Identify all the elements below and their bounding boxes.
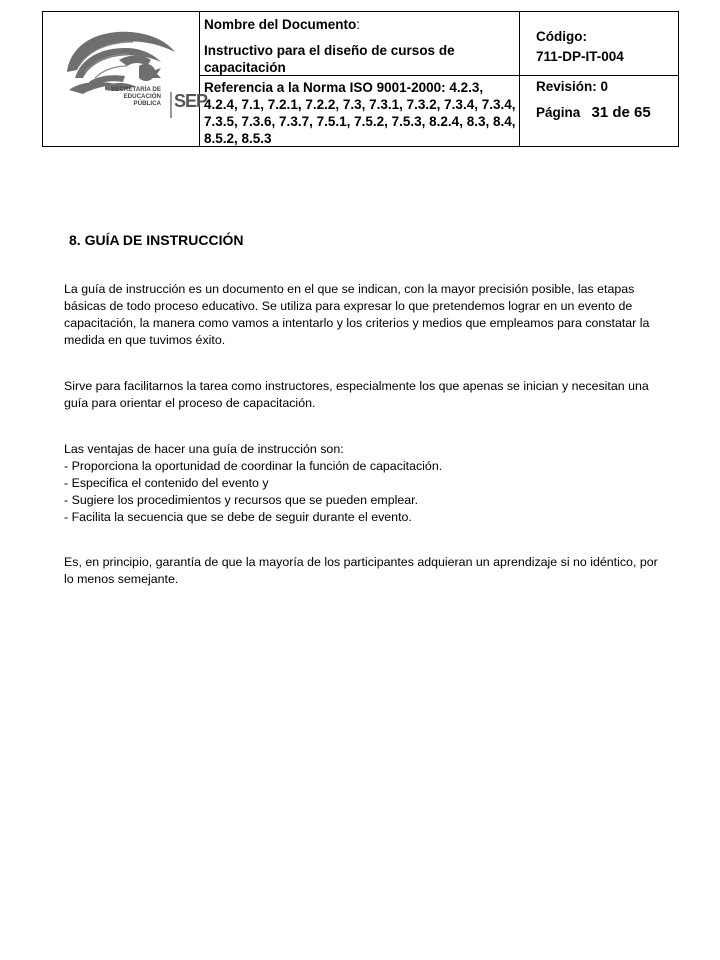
- page-indicator: [536, 104, 651, 121]
- list-item: - Sugiere los procedimientos y recursos que se pueden emplear.: [64, 493, 419, 507]
- paragraph-guarantee: Es, en principio, garantía de que la mayoría de los participantes adquieran un aprendizaje si no idéntico, por lo menos semejante.: [64, 555, 658, 586]
- list-item: - Facilita la secuencia que se debe de seguir durante el evento.: [64, 510, 412, 524]
- logo-sep-mark: SEP: [174, 91, 208, 111]
- advantages-list: [64, 441, 664, 526]
- iso-reference: Referencia a la Norma ISO 9001-2000: 4.2.3, 4.2.4, 7.1, 7.2.1, 7.2.2, 7.3, 7.3.1, 7.3.2, 7.3.4, 7.3.4, 7.3.5, 7.3.6, 7.3.7, 7.5.1, 7.5.2, 7.5.3, 8.2.4, 8.3, 8.4, 8.5.2, 8.5.3: [204, 80, 516, 146]
- reference-cell: [200, 76, 520, 146]
- section-title: 8. GUÍA DE INSTRUCCIÓN: [69, 232, 244, 248]
- logo-caption-line: EDUCACIÓN: [123, 93, 161, 100]
- revision-label: Revisión: 0: [536, 79, 609, 94]
- logo-caption-line: SECRETARÍA DE: [111, 86, 161, 93]
- advantages-intro: Las ventajas de hacer una guía de instrucción son:: [64, 442, 344, 456]
- doc-name-label: [204, 16, 360, 33]
- paragraph-purpose: Sirve para facilitarnos la tarea como instructores, especialmente los que apenas se inician y necesitan una guía para orientar el proceso de capacitación.: [64, 379, 649, 410]
- paragraph-definition: La guía de instrucción es un documento en el que se indican, con la mayor precisión posible, las etapas básicas de todo proceso educativo. Se utiliza para expresar lo que pretendemos lograr en un evento de capacitación, la manera como vamos a intentarlo y los criterios y medios que empleamos para constatar la medida en que tuvimos éxito.: [64, 282, 650, 347]
- doc-name-label-text: Nombre del Documento: [204, 17, 357, 32]
- doc-name-cell: [200, 12, 520, 76]
- logo-cell: [43, 12, 208, 146]
- revision-page-cell: [520, 76, 678, 146]
- sep-logo: [49, 20, 195, 135]
- code-cell: [520, 12, 678, 76]
- doc-title: Instructivo para el diseño de cursos de capacitación: [204, 43, 455, 75]
- logo-caption: [83, 86, 161, 107]
- code-label: Código:: [536, 29, 587, 44]
- page-label: Página: [536, 105, 581, 120]
- code-value: 711-DP-IT-004: [536, 49, 624, 64]
- page-number: 31 de 65: [591, 104, 651, 121]
- list-item: - Proporciona la oportunidad de coordinar la función de capacitación.: [64, 459, 443, 473]
- list-item: - Especifica el contenido del evento y: [64, 476, 269, 490]
- logo-caption-line: PÚBLICA: [133, 100, 161, 107]
- doc-name-colon: :: [356, 17, 361, 32]
- document-header: [42, 11, 679, 147]
